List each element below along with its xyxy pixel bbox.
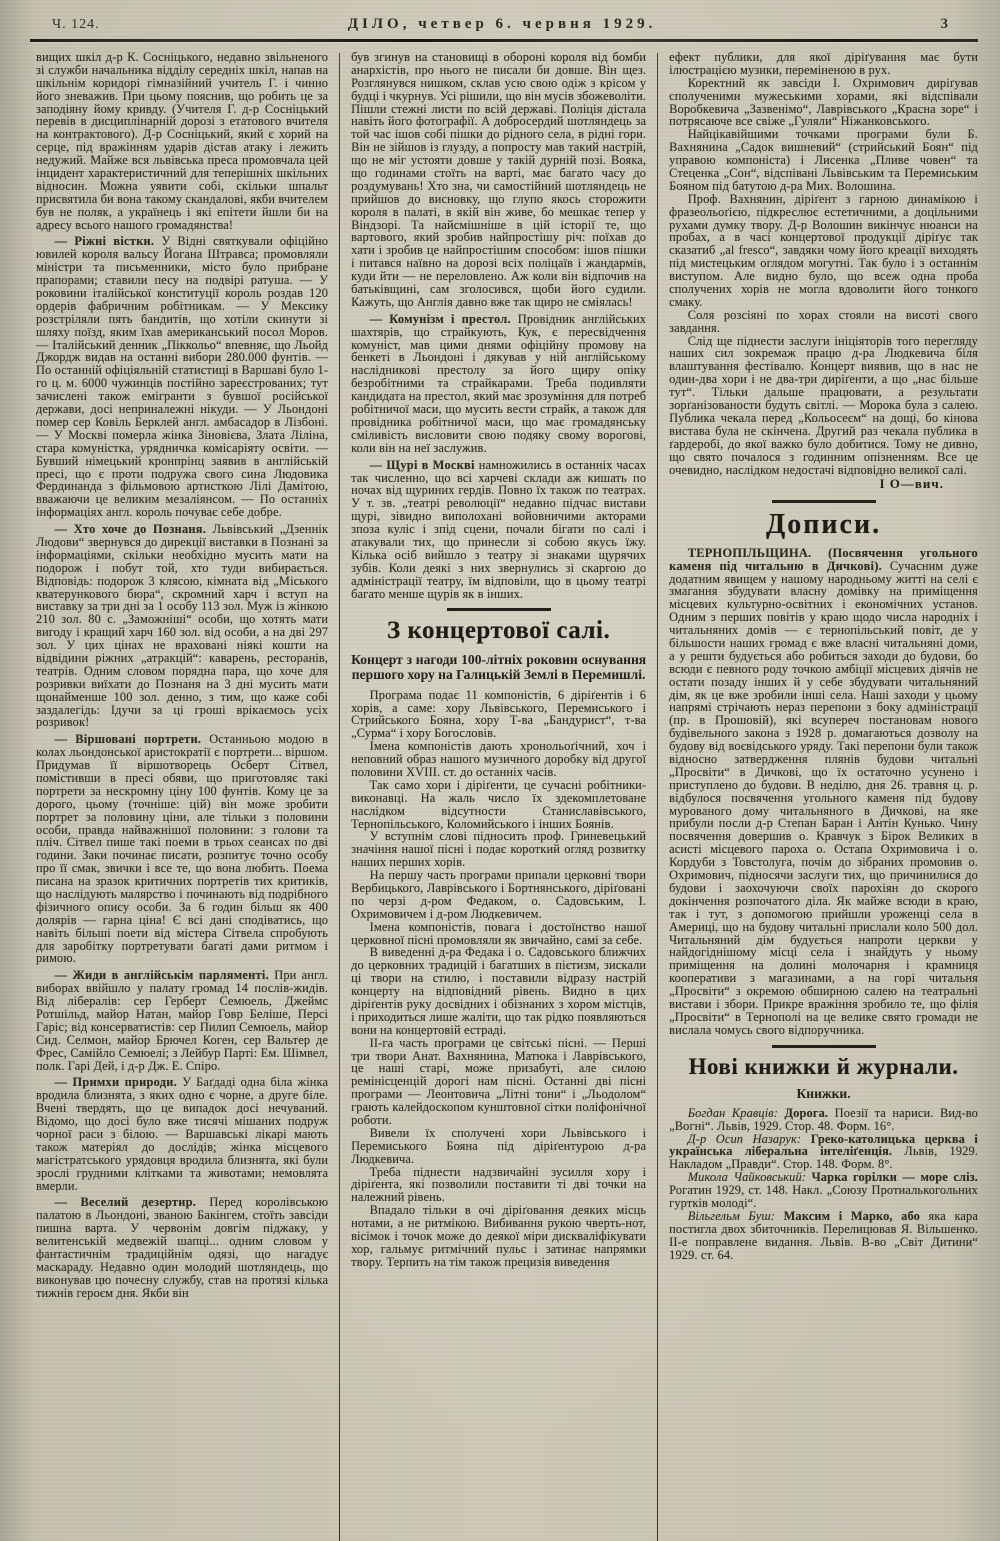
news-paragraph: Найцікавійшими точками програми були Б. Вахнянина „Садок вишневий“ (стрийський Боян“ під управою компоніста) і Лисенка „Пливе човен“ та Стеценка „Сон“, відспівані Львівським та Перемиським Бояном під батутою д-ра Мих. Волошина.: [669, 127, 978, 193]
paragraph-lead: ТЕРНОПІЛЬЩИНА.: [687, 545, 829, 560]
book-entry: Богдан Кравців: Дорога. Поезії та нариси. Вид-во „Вогні“. Львів, 1929. Стор. 48. Форм. 16°.: [669, 1105, 978, 1133]
section-heading: Дописи.: [766, 509, 882, 541]
book-title: Максим і Марко, або: [783, 1208, 929, 1223]
news-paragraph: Треба піднести надзвичайні зусилля хору і діріґента, які позволили поставити ті дві точки на належний рівень.: [351, 1164, 647, 1205]
section-divider: [772, 1045, 876, 1048]
news-paragraph: В виведенні д-ра Федака і о. Садовського ближчих до церковних традицій і багатших в пієтизм, зискали ці твори на стилю, і поставили відразу настрій концерту на відповідний рівень. Видно в цих діріґентів руку досвідних і обізнаних з хором містців, і приходиться лише жаліти, що так рідко появляються вони на концертовій естраді.: [351, 945, 647, 1037]
book-author: Микола Чайковський:: [687, 1170, 812, 1185]
news-paragraph: — Примхи природи. У Баґдаді одна біла жінка вродила близнята, з яких одно є чорне, а друге біле. Вчені твердять, що це випадок досі нечуваний. Відомо, що досі було вже тисячі мішаних подруж чорної раси з білою. — Варшавські лікарі мають також матеріял до дослідів; жінка місцевого магістратського урядовця вродила близнята, які були зрослі грудними клітками та животами; немовлята вмерли.: [36, 1075, 329, 1193]
article-lede: Концерт з нагоди 100-літніх роковин оснування першого хору на Галицькій Землі в Перемишлі.: [351, 651, 647, 683]
book-entry: Д-р Осип Назарук: Греко-католицька церква і українська ліберальна інтеліґенція. Львів, 1929. Накладом „Правди“. Стор. 148. Форм. 8°.: [669, 1131, 978, 1172]
section-heading: З концертової салі.: [387, 617, 611, 645]
news-paragraph: — Веселий дезертир. Перед королівською палатою в Льондоні, званою Бакінгем, стоїть завсіди пишна варта. У червонім довгім піджаку, у велитенській медвежій шапці... одним словом у фантастичнім традиційнім одязі, що нагадує маскараду. Недавно один молодий шотляндець, що виконував цю почесну службу, став на протязі кілька тижнів героєм дня. Якби він: [36, 1195, 329, 1300]
news-paragraph: ефект публики, для якої діріґування має бути ілюстрацією музики, переміненою в рух.: [669, 51, 978, 77]
book-author: Вільгельм Буш:: [687, 1208, 784, 1223]
book-author: Д-р Осип Назарук:: [687, 1131, 811, 1146]
news-paragraph: Впадало тільки в очі діріґовання деяких місць нотами, а не ритмікою. Вибивання рукою чверть-нот, вісімок і точок може до деякої міри дискваліфікувати хор, гальмує ритмічний пульс і затинає напрямки твору. Терпить на тім також прецизія виведення: [351, 1203, 647, 1269]
news-paragraph: Слід ще піднести заслуги ініціяторів того перегляду наших сил зокремаж працю д-ра Людкевича біля влаштування фестівалю. Концерт виявив, що в нас не один-два хори і не два-три диріґенти, а що „нас більше тут“. Тільки дальше працювати, а результати зорґанізованости будуть світлі. — Морока була з салею. Публика чекала перед „Кольосеєм“ на дощі, бо кінова вистава була не скінчена. Другий раз чекала публика в ґардеробі, до якої важко було добитися. Тому не дивно, що свято почалося з годинним опізненням. Все це очевидно, наслідком недостачі відповідно великої салі.: [669, 333, 978, 477]
masthead-title: ДІЛО, четвер 6. червня 1929.: [347, 16, 657, 32]
paragraph-lead: — Комунізм і престол.: [369, 311, 518, 326]
news-paragraph: був згинув на становищі в обороні короля від бомби анархістів, про нього не писали би довше. Він щез. Розглянувся нишком, склав усю свою одіж з крісом у будці і чкурнув. Усі рішили, що він мусів збожеволіти. Пішли стежні листи по всій державі. Поліція дістала навіть його фотографії. А добросердий шотляндець за той час ішов собі пішки до рідного села, в рідні гори. Він не зійшов із глузду, а попросту мав такий настрій, що не міг устояти довше у такій дурній позі. Вояка, що годинами стоїть на варті, має багато часу до роздумувань! Хто зна, чи самостійний шотляндець не прийшов до висновку, що глупо якось сторожити короля в палаті, в якій він живе, бо мешкає тепер у Віндзорі. Та найсмішніше в цій історії те, що вартового, який зробив найпростішу річ: поїхав до хати і зробив це найпростішим способом: ішов пішки і питався наївно на дорозі всіх поліцаїв і жандармів, куди йти — не переловлено. Аж коли він відпочив на батьківщині, сам зголосився, щоби його судили. Кажуть, що Англія давно вже так щиро не сміялась!: [351, 51, 647, 309]
section-heading: Нові книжки й журнали.: [688, 1053, 959, 1079]
news-paragraph: вищих шкіл д-р К. Сосніцького, недавно звільненого зі служби начальника відділу середніх шкіл, напав на шкільнім коридорі гімназійний учитель Г. і чинно його зневажив. При цьому пояснив, що робить це за заподіяну йому кривду. (Учителя Г. д-р Сосніцький перевів в дисциплінарній дорозі з етатового вчителя на контрактового). Д-р Сосніцький, який є хорий на серце, під вражінням ударів дістав атаку і лежить недужий. Майже вся львівська преса промовчала цей інцидент характеристичний для теперішніх шкільних відносин. Можна уявити собі, скільки шпальт присвятила би вона такому скандалові, якби вчителем був не поляк, а українець і які епітети йшли би на адресу всього нашого громадянства!: [36, 51, 329, 232]
news-paragraph: ІІ-га часть програми це світські пісні. — Перші три твори Анат. Вахнянина, Матюка і Лаврівського, це наші старі, може призабуті, але силою ремінісценцій дорогі нам пісні. Останні дві пісні програми — Леонтовича „Літні тони“ і „Льодолом“ грають калейдоскопом кунштовної сітки поліфонічної роботи.: [351, 1035, 647, 1128]
book-entry: Вільгельм Буш: Максим і Марко, або яка кара постигла двох збиточників. Перелицював Я. Вільшенко. ІІ-е поправлене видання. Львів. В-во „Світ Дитини“ 1929. ст. 64.: [669, 1208, 978, 1262]
news-paragraph: — Жиди в англійськім парляменті. При англ. виборах ввійшло у палату громад 14 послів-жидів. Від лібералів: сер Герберт Семюель, Джеймс Ротшільд, майор Натан, майор Говр Беліше, Персі Гаріс; від консерватистів: сер Пилип Семюель, майор Сид. Селмон, майор Брючел Коген, сер Вальтер де Фрес, Самійло Семюелі; з Лейбур Парті: Ем. Шімвел, полк. Гарі Дей, і д-р Дж. Е. Спіро.: [36, 968, 329, 1073]
news-paragraph: Програма подає 11 компоністів, 6 діріґентів і 6 хорів, а саме: хору Львівського, Перемиського і Стрийського Бояна, хору Т-ва „Бандурист“, т-ва „Сурма“ і хору Богословів.: [351, 687, 647, 741]
page-header: [0, 0, 1000, 37]
section-divider: [447, 608, 551, 611]
book-title: Чарка горілки — море сліз.: [811, 1170, 978, 1185]
news-paragraph: У вступнім слові підносить проф. Гриневецький значіння нашої пісні і подає короткий огляд розвитку наших перших хорів.: [351, 829, 647, 870]
news-paragraph: Імена компоністів, повага і достоїнство нашої церковної пісні промовляли як звичайно, самі за себе.: [351, 919, 647, 947]
news-paragraph: Соля розсіяні по хорах стояли на висоті свого завдання.: [669, 307, 978, 335]
paragraph-lead: — Жиди в англійськім парляменті.: [54, 968, 275, 983]
news-paragraph: Так само хори і діріґенти, це сучасні робітники-виконавці. На жаль число їх здекомплетоване наслідком відсутности Станиславівського, Тернопільського, Коломийського і інших Боянів.: [351, 777, 647, 831]
news-paragraph: На першу часть програми припали церковні твори Вербицького, Лаврівського і Бортнянського, діріґовані по черзі д-ром Федаком, о. Садовським, І. Охримовичем і д-ром Людкевичем.: [351, 868, 647, 921]
paragraph-sublead: (Посвячення угольного каменя під читальню в Дичкові).: [669, 545, 978, 573]
book-author: Богдан Кравців:: [687, 1105, 785, 1120]
paragraph-lead: — Веселий дезертир.: [54, 1195, 210, 1210]
news-paragraph: — Комунізм і престол. Провідник англійських шахтярів, що страйкують, Кук, є пересвідчення комуніст, мав цими днями офіційну промову на бенкеті в Льондоні і дякував у ній англійському наслідникові престолу за його щиру опіку безробітними та страйкарами. Треба подивляти кандидата на престол, який має зрозуміння для потреб робітничої маси, що мусить вести страйк, а також для провідника робітничої маси, що має громадянську сміливість висловити свою подяку свому ворогові, коли він на неї заслужив.: [351, 311, 647, 455]
section-divider: [772, 500, 876, 503]
subsection-heading: Книжки.: [796, 1085, 851, 1101]
news-paragraph: — Хто хоче до Познаня. Львівський „Дзеннік Людови“ звернувся до дирекції виставки в Познані за інформаціями, скільки необхідно мусить мати на подорож і побут той, хто туди вибирається. Відповідь: подорож 3 клясою, кімната від „Міського кватерункового бюра“, скромний харч і вступ на виставку за три дні за 1 особу 113 зол. Муж із жінкою 210 зол. 80 с. „Заможніші“ особи, що хотять мати вигоду і кращий харч 160 зол. від особи, а на дві 297 зол. У цих цінах не враховані ніякі кошти на відвідини ріжних „атракцій“: каварень, ресторанів, театрів. Одним словом порядна пара, що хоче для розривки виїхати до Познаня на 3 дні мусить мати щонайменше 100 зол. денно, з тим, що каже собі заздалегідь: Ідучи за ці гроші врікаємось усіх розривок!: [36, 522, 329, 730]
page-number: 3: [940, 16, 948, 32]
author-signature: І О—вич.: [879, 476, 944, 492]
paragraph-lead: — Віршовані портрети.: [54, 732, 210, 747]
news-paragraph: — Ріжні вістки. У Відні святкували офіційно ювилей короля вальсу Йогана Штравса; промовляли міністри та письменники, місто було прибране прапорами; ставили песу на подвірі ратуша. — У роковини італійської конституції король роздав 120 ордерів фабричним робітникам. — У Мексику розстріляли пять бандитів, що хотіли скинути зі шляху поїзд, яким їхав американський посол Моров. — Італійський денник „Піккольо“ впевняє, що Льойд Джордж видав на останні вибори 280.000 фунтів. — По останній офіціяльній статистиці в Варшаві було 1-го ц. м. 6000 чужинців постійно зареєстрованих; тут зачислені також емігранти з бувшої російської держави, досі неприналежні нікуди. — У Льондоні помер сер Ковіль Берклей англ. амбасадор в Лізбоні. — У Москві померла жінка Зіновієва, Злата Ліліна, стара комуністка, урядничка комісаріяту освіти. — Бувший німецький кронпрінц заявив в англійській пресі, що є проти подружа свого сина Людовика Фердинанда з фільмовою артисткою Лілі Дамітою, вважаючи це великим мезаліянсом. — По останніх інформаціях англ. король почуває себе добре.: [36, 234, 329, 520]
news-paragraph: Вивели їх сполучені хори Львівського і Перемиського Бояна під діріґентурою д-ра Людкевича.: [351, 1125, 647, 1166]
column-rule-1: [339, 53, 340, 1541]
book-title: Греко-католицька церква і українська ліберальна інтеліґенція.: [669, 1131, 978, 1159]
news-paragraph: Коректний як завсіди І. Охримович диріґував сполученими мужеськими хорами, які відспівали Воробкевича „Зазвенімо“, Лаврівського „Красна зоре“ і потрясаюче все свіже „Гуляли“ Ніжанковського.: [669, 75, 978, 129]
paragraph-lead: — Ріжні вістки.: [54, 234, 162, 249]
issue-number: Ч. 124.: [52, 17, 100, 32]
column-3: [669, 51, 978, 1541]
news-paragraph: — Віршовані портрети. Останньою модою в колах льондонської аристократії є портрети... віршом. Придумав її віршотворець Осберт Сітвел, помістивши в пресі обяви, що приготовляє такі портрети за нескромну ціну 100 фунтів. Кому це за дорого, цьому (точніше: цій) він може зробити портрет за половину ціни, але тільки з половини особи, правда найважнішої половини: з голови та пліч. Сітвел пише такі поеми в трьох сеансах по дві години. Заки починає писати, розпитує точно особу про її смак, звички і все те, що вона любить. Поема писана на зразок критичних портретів тих критиків, що наслідують малярство і починають від подрібного фізичного опису особи. За 6 годин більш як 400 долярів — гарна ціна! Є всі дані сподіватись, що навіть більші поети від містера Сітвела спробують для заробітку портретувати багаті дами ритмом і римою.: [36, 732, 329, 966]
news-paragraph: Імена компоністів дають хронольоґічний, хоч і неповний образ нашого музичного доробку від другої половини XVIII. ст. до останніх часів.: [351, 739, 647, 779]
news-paragraph: Проф. Вахнянин, діріґент з гарною динамікою і фразеольоґією, підкреслює естетичними, а доцільними рухами думку твору. Д-р Волошин викінчує нюанси на пробах, а в часі концертової продукції діріґує так сказатиб „al fresco“, завдяки чому його креації виходять під мистецьким оглядом могутні. Так було і з останнім виступом. Але видно було, що всеж одна проба сполучених хорів не могла вдоволити його тонкого смаку.: [669, 191, 978, 309]
paragraph-lead: — Хто хоче до Познаня.: [54, 522, 213, 537]
column-2: [351, 51, 646, 1541]
news-paragraph: ТЕРНОПІЛЬЩИНА. (Посвячення угольного каменя під читальню в Дичкові). Сучасним дуже додатним явищем у нашому народньому житті на селі є змагання збудувати власну домівку на приміщення місцевих культурно-освітних і економічних установ. Одним з перших повітів у краю щодо числа народніх і читальняних домів — є тернопільський повіт, де у більшости наших громад є вже власні читальняні доми, а у решти будується або робиться заходи до будови, бо всюди є певного роду точкою амбіції місцевих діячів не остати позаду інших й у себе збудувати читальняний дім, як це вже зробили інші села. Наші заходи у цьому напрямі стрічають нераз перепони з боку адміністрації (пр. в Прошовій), які всупереч постановам нового будівельного закона з 1928 р. домагаються дозволу на будову від воєвідського уряду. Такі перепони були також відносно затвердження плянів будови читальні „Просвіти“ в Дичкові, що їх остаточно усунено і приступлено до будови. В неділю, дня 26. травня ц. р. відбулося посвячення угольного каменя під будову мурованого дому читальняного в Дичкові, на яке прибули посли д-р Степан Баран і Антін Кунько. Чину посвячення довершив о. Кравчук з Бірок Великих в асисті місцевого пароха о. Остапа Охримовича і о. Кордуби з Товстолуга, почім до зібраних промовив о. Охримович, підносячи заслуги тих, що причинилися до будови і заохочуючи своїх парохіян до скорого докінчення розпочатого діла. Як майже всюди в краю, так і тут, з допомогою прийшли уроженці села в Америці, що на будову читальні прислали коло 500 дол. Читальняний дім будується напроти церкви у найдогіднішому місці села і знайдуть у ньому приміщення на долині молочарня і крамниця кооперативи з магазинами, а на горі читальня „Просвіти“ з окремою обширною салею на театральні вистави і збори. Прикре вражіння зробило те, що філія „Просвіти“ в Тернополі на це велике свято громади не вислала чомусь свого відпоручника.: [669, 545, 978, 1037]
column-1: [36, 51, 328, 1541]
book-entry: Микола Чайковський: Чарка горілки — море сліз. Рогатин 1929, ст. 148. Накл. „Союзу Протиалькогольних гуртків молоді“.: [669, 1170, 978, 1210]
paragraph-lead: — Щурі в Москві: [369, 457, 479, 472]
book-title: Дорога.: [784, 1105, 835, 1120]
paragraph-lead: — Примхи природи.: [54, 1075, 183, 1090]
column-rule-2: [657, 53, 658, 1541]
columns-container: [0, 42, 1000, 1541]
news-paragraph: — Щурі в Москві намножились в останніх часах так численно, що всі харчеві склади аж кишать по ночах від щуриних гердів. Повно їх також по театрах. У т. зв. „театрі революції“ недавно підчас вистави щурі, зівидно виполохані войовничими акторами зпоза куліс і зпід сцени, почали бігати по салі і атакували тих, що принесли зі собою якусь їжу. Кілька осіб вийшло з театру зі знаками щурячих зубів. Коли деякі з них звернулись зі скаргою до адміністрації театру, їм відповіли, що в цьому театрі багато менше щурів як в інших.: [351, 457, 647, 601]
